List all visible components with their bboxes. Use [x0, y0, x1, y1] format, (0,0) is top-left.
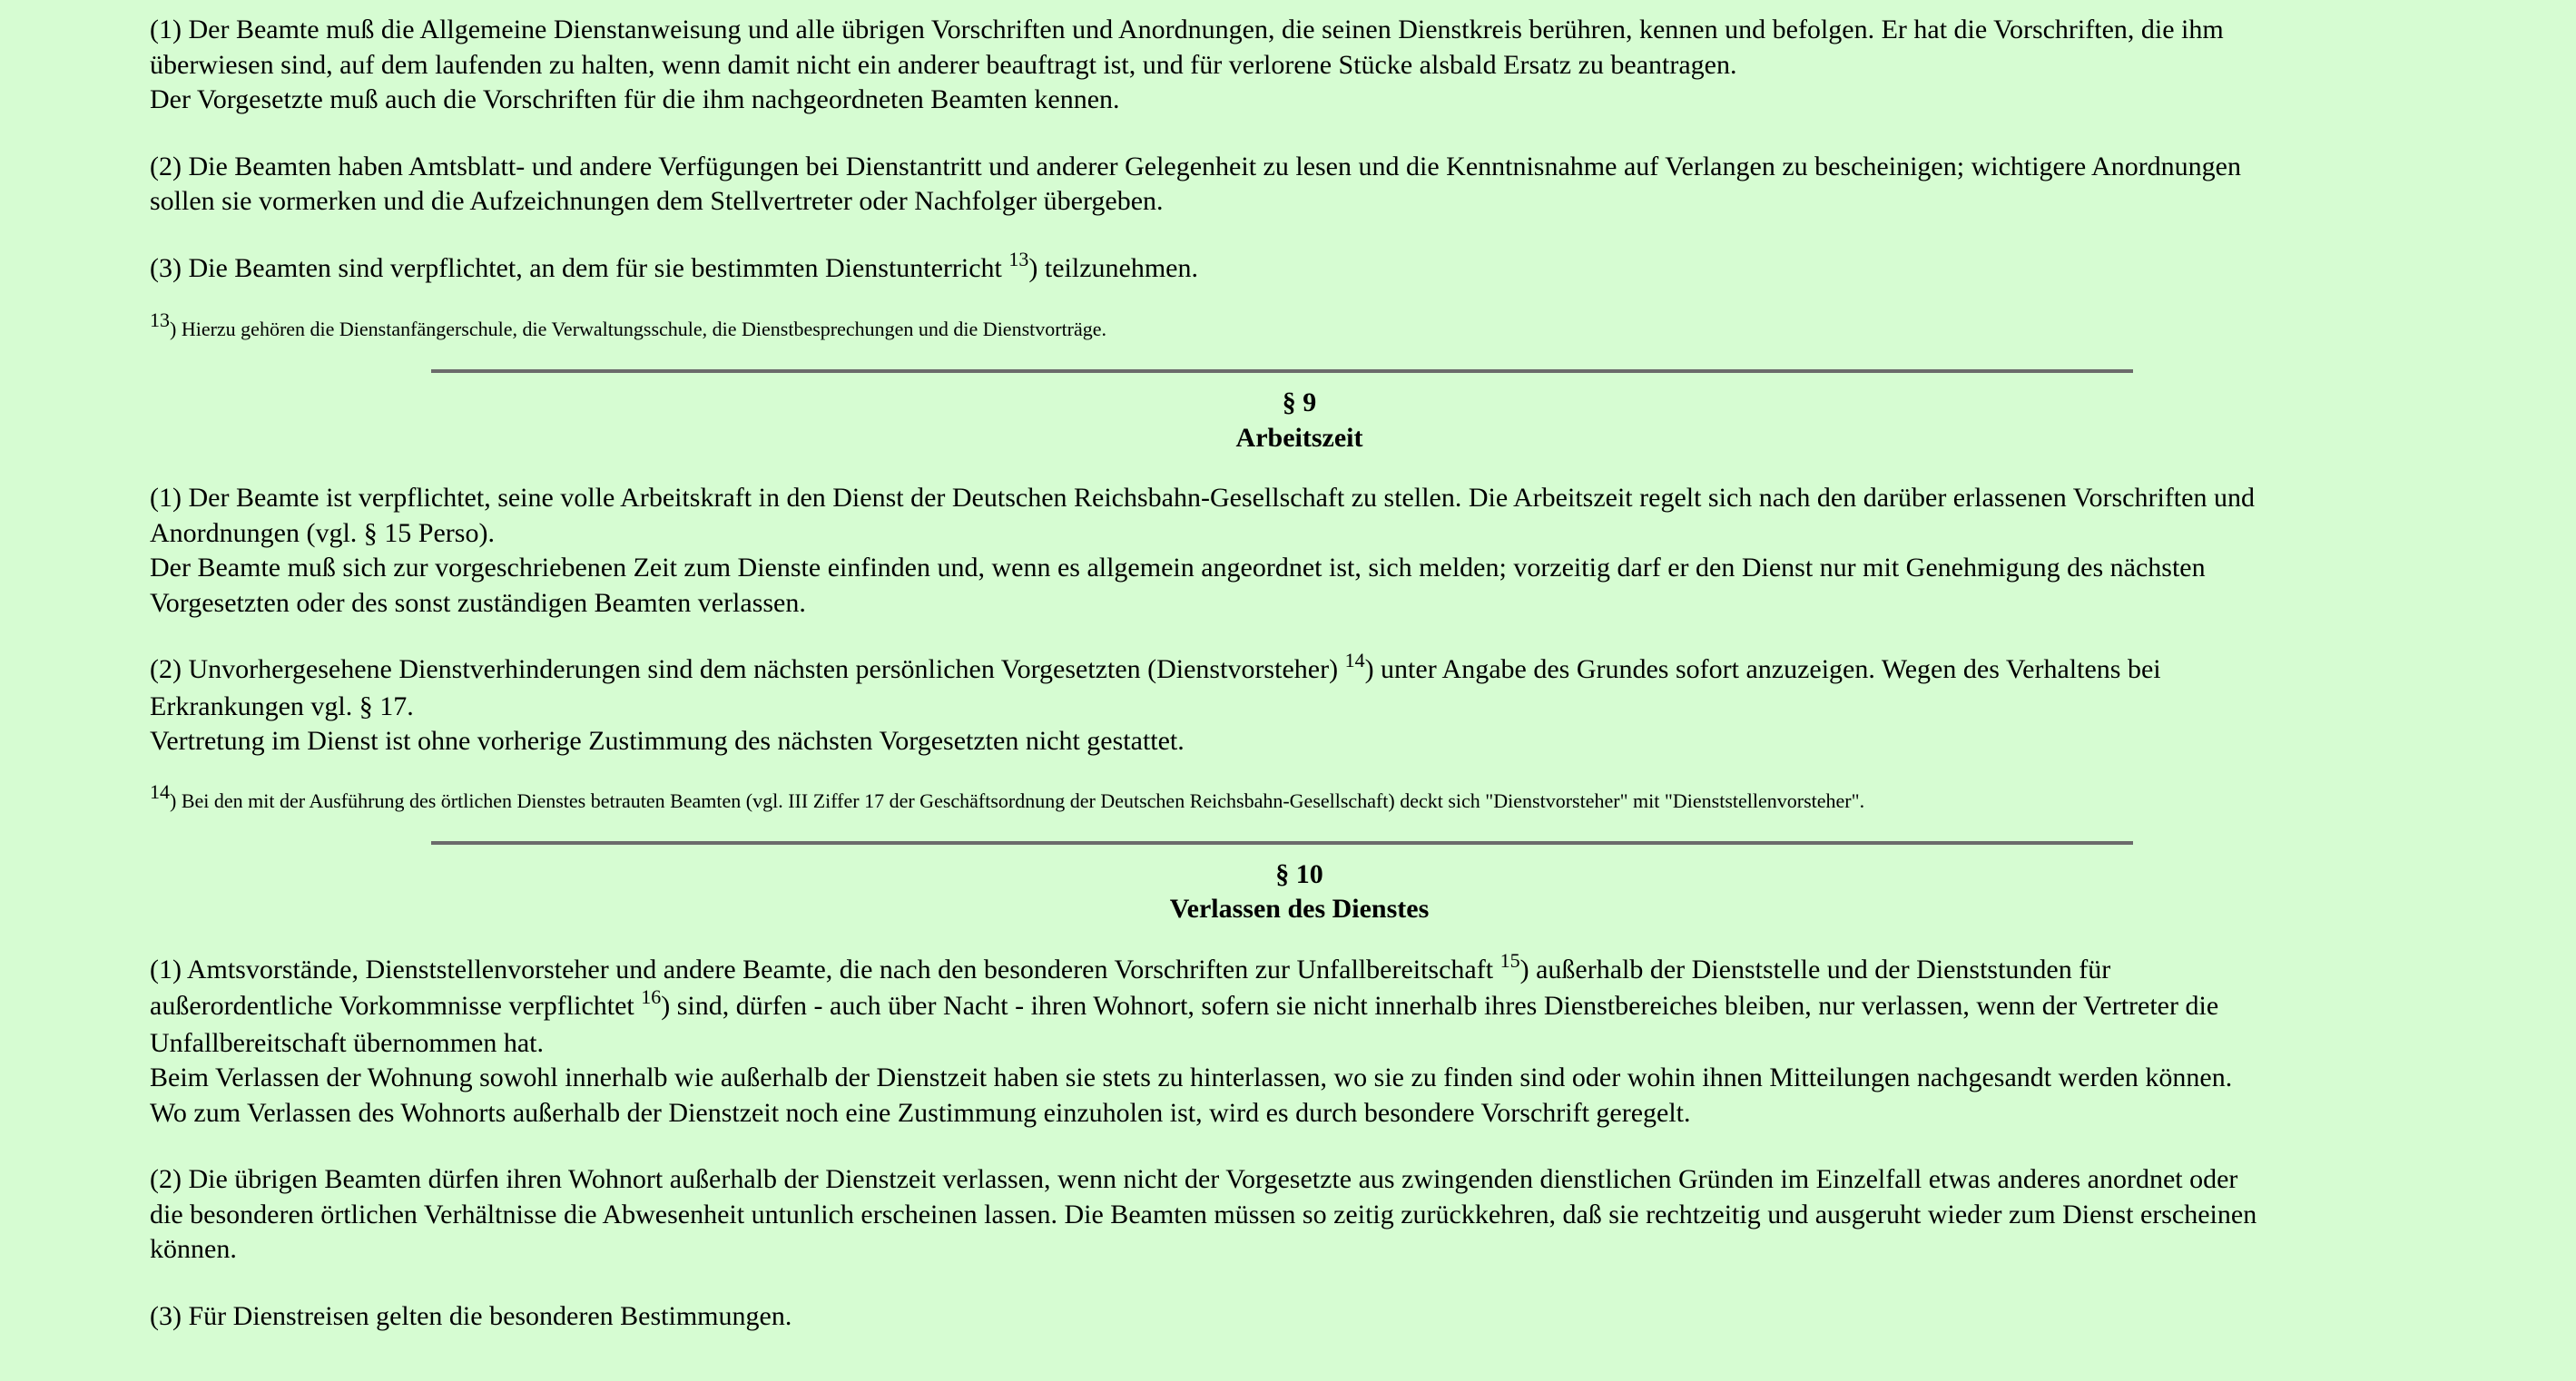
section10-paragraph-3 [150, 1299, 2449, 1335]
text-line [150, 247, 2449, 289]
text-line: Beim Verlassen der Wohnung sowohl innerhalb wie außerhalb der Dienstzeit haben sie stets zu hinterlassen, wo sie zu finden sind oder wohin ihnen Mitteilungen nachgesandt werden können. [150, 1063, 2233, 1092]
text-line [150, 985, 2449, 1026]
section9-paragraph-2 [150, 649, 2449, 759]
text-line: können. [150, 1234, 237, 1264]
footnote-body: ) Hierzu gehören die Dienstanfängerschule, die Verwaltungsschule, die Dienstbesprechungen und die Dienstvorträge. [170, 318, 1107, 340]
text-line: die besonderen örtlichen Verhältnisse die Abwesenheit untunlich erscheinen lassen. Die Beamten müssen so zeitig zurückkehren, daß sie rechtzeitig und ausgeruht wieder zum Dienst erscheinen [150, 1199, 2257, 1229]
section10-paragraph-2 [150, 1162, 2449, 1268]
section-divider [431, 841, 2133, 845]
section8-paragraph-1 [150, 13, 2449, 118]
footnote-ref-14[interactable]: 14 [1344, 649, 1365, 671]
text-line: (1) Der Beamte muß die Allgemeine Dienstanweisung und alle übrigen Vorschriften und Anordnungen, die seinen Dienstkreis berühren, kennen und befolgen. Er hat die Vorschriften, die ihm [150, 15, 2224, 44]
section9-heading [150, 386, 2449, 455]
text-line: (1) Der Beamte ist verpflichtet, seine volle Arbeitskraft in den Dienst der Deutschen Reichsbahn-Gesellschaft zu stellen. Die Arbeitszeit regelt sich nach den darüber erlassenen Vorschriften und [150, 483, 2255, 513]
text-line: (2) Die übrigen Beamten dürfen ihren Wohnort außerhalb der Dienstzeit verlassen, wenn nicht der Vorgesetzte aus zwingenden dienstlichen Gründen im Einzelfall etwas anderes anordnet oder [150, 1164, 2238, 1194]
footnote-ref-15[interactable]: 15 [1499, 948, 1520, 972]
text-segment: ) unter Angabe des Grundes sofort anzuzeigen. Wegen des Verhaltens bei [1364, 654, 2161, 684]
text-line: Vorgesetzten oder des sonst zuständigen Beamten verlassen. [150, 587, 806, 618]
text-line: sollen sie vormerken und die Aufzeichnungen dem Stellvertreter oder Nachfolger übergeben. [150, 186, 1164, 216]
section-number: § 10 [1275, 858, 1323, 889]
section-number: § 9 [1282, 387, 1317, 417]
section-title: Arbeitszeit [1235, 422, 1363, 453]
text-line: Unfallbereitschaft übernommen hat. [150, 1027, 545, 1058]
section8-paragraph-2 [150, 150, 2449, 220]
text-line: überwiesen sind, auf dem laufenden zu halten, wenn damit nicht ein anderer beauftragt ist, und für verlorene Stücke alsbald Ersatz zu beantragen. [150, 49, 1737, 80]
text-line: Der Beamte muß sich zur vorgeschriebenen Zeit zum Dienste einfinden und, wenn es allgemein angeordnet ist, sich melden; vorzeitig darf er den Dienst nur mit Genehmigung des nächsten [150, 553, 2206, 583]
text-line: (2) Die Beamten haben Amtsblatt- und andere Verfügungen bei Dienstantritt und anderer Gelegenheit zu lesen und die Kenntnisnahme auf Verlangen zu bescheinigen; wichtigere Anordnungen [150, 151, 2241, 181]
text-line: Erkrankungen vgl. § 17. [150, 690, 414, 721]
text-segment: ) sind, dürfen - auch über Nacht - ihren Wohnort, sofern sie nicht innerhalb ihres Dienstbereiches bleiben, nur verlassen, wenn der Vertreter die [661, 991, 2219, 1021]
footnote-14 [150, 779, 2449, 815]
footnote-ref-16[interactable]: 16 [641, 985, 662, 1008]
text-segment: ) außerhalb der Dienststelle und der Dienststunden für [1519, 954, 2111, 984]
section-title: Verlassen des Dienstes [1169, 894, 1430, 924]
text-line [150, 948, 2449, 990]
footnote-ref-13[interactable]: 13 [1008, 247, 1029, 270]
section-divider [431, 369, 2133, 373]
section8-paragraph-3 [150, 247, 2449, 289]
section10-paragraph-1 [150, 948, 2449, 1131]
footnote-13 [150, 309, 2449, 343]
footnote-body: ) Bei den mit der Ausführung des örtlichen Dienstes betrauten Beamten (vgl. III Ziffer 17 der Geschäftsordnung der Deutschen Reichsbahn-Gesellschaft) deckt sich "Dienstvorsteher" mit "Dienststellenvorsteher". [170, 788, 1865, 812]
section10-heading [150, 857, 2449, 927]
text-segment: ) teilzunehmen. [1028, 252, 1198, 283]
text-segment: (3) Die Beamten sind verpflichtet, an dem für sie bestimmten Dienstunterricht [150, 252, 1009, 283]
footnote-text [150, 309, 2449, 343]
text-line: (3) Für Dienstreisen gelten die besonderen Bestimmungen. [150, 1300, 792, 1331]
text-segment: (2) Unvorhergesehene Dienstverhinderungen sind dem nächsten persönlichen Vorgesetzten (Dienstvorsteher) [150, 654, 1345, 684]
footnote-text [150, 779, 2449, 815]
footnote-number-14: 14 [150, 779, 170, 803]
text-line: Der Vorgesetzte muß auch die Vorschriften für die ihm nachgeordneten Beamten kennen. [150, 84, 1120, 114]
section9-paragraph-1 [150, 481, 2449, 621]
text-segment: außerordentliche Vorkommnisse verpflichtet [150, 991, 642, 1021]
text-segment: (1) Amtsvorstände, Dienststellenvorsteher und andere Beamte, die nach den besonderen Vorschriften zur Unfallbereitschaft [150, 954, 1500, 984]
text-line: Anordnungen (vgl. § 15 Perso). [150, 517, 495, 548]
text-line [150, 649, 2449, 690]
footnote-number-13: 13 [150, 309, 170, 331]
text-line: Vertretung im Dienst ist ohne vorherige Zustimmung des nächsten Vorgesetzten nicht gestattet. [150, 726, 1185, 756]
text-line: Wo zum Verlassen des Wohnorts außerhalb der Dienstzeit noch eine Zustimmung einzuholen ist, wird es durch besondere Vorschrift geregelt. [150, 1097, 1691, 1128]
